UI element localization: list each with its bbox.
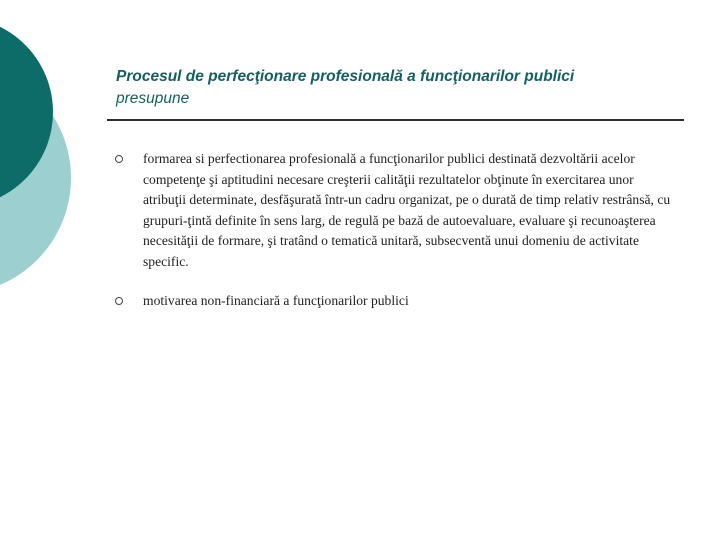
slide-title: [116, 66, 696, 110]
hollow-circle-bullet-icon: [115, 297, 123, 305]
slide-title-line2: presupune: [116, 90, 190, 107]
bullet-text: formarea si perfectionarea profesională a funcţionarilor publici destinată dezvoltării acelor competenţe şi aptitudini necesare creşterii calităţii rezultatelor obţinute în exercitarea unor atribuţii determinate, desfăşurată într-un cadru organizat, pe o durată de timp relativ restrânsă, cu grupuri-ţintă definite în sens larg, de regulă pe bază de autoevaluare, evaluare şi recunoaşterea necesităţii de formare, şi tratând o tematică unitară, subsecventă unui domeniu de activitate specific.: [143, 151, 671, 269]
bullet-item-motivare: [112, 291, 672, 312]
bullet-list: [112, 149, 672, 312]
hollow-circle-bullet-icon: [115, 155, 123, 163]
title-divider: [107, 119, 684, 121]
slide-title-line1: Procesul de perfecţionare profesională a funcţionarilor publici: [116, 68, 575, 85]
bullet-item-formare: [112, 149, 672, 272]
bullet-text: motivarea non-financiară a funcţionarilor publici: [143, 293, 409, 308]
